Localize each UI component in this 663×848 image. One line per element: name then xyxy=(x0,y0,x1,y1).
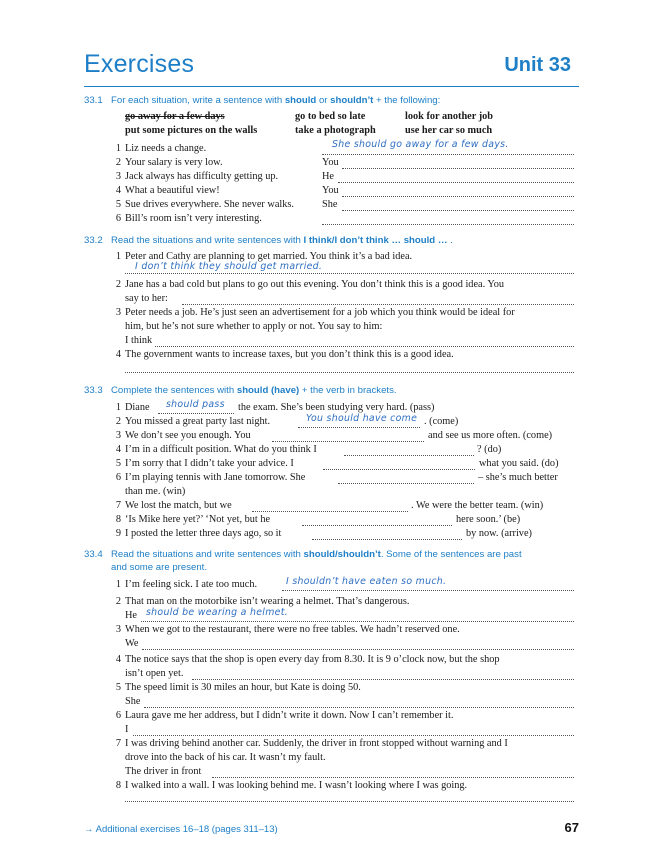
answer-line[interactable] xyxy=(212,777,574,778)
item-number: 1 xyxy=(115,251,121,262)
item-text: and see us more often. (come) xyxy=(428,430,553,441)
item-text: You missed a great party last night. xyxy=(125,416,271,427)
additional-exercises-link[interactable] xyxy=(84,824,278,835)
exercise-33-4-heading: 33.4 Read the situations and write sentences with should/shouldn’t. Some of the sentences are past xyxy=(84,549,522,560)
word-box-item: look for another job xyxy=(405,111,494,122)
item-number: 3 xyxy=(115,307,121,318)
sentence-start: You xyxy=(322,185,339,196)
item-text: The government wants to increase taxes, but you don’t think this is a good idea. xyxy=(125,349,454,360)
item-text: here soon.’ (be) xyxy=(456,514,521,525)
sentence-start: I xyxy=(125,724,129,735)
answer-line[interactable] xyxy=(141,621,574,622)
word-box-item: go away for a few days xyxy=(125,111,225,122)
sentence-start: The driver in front xyxy=(125,766,202,777)
answer-line[interactable] xyxy=(322,224,574,225)
item-number: 7 xyxy=(115,738,121,749)
item-text: than me. (win) xyxy=(125,486,186,497)
answer-line[interactable] xyxy=(298,427,420,428)
item-number: 2 xyxy=(115,596,121,607)
answer-line[interactable] xyxy=(192,679,574,680)
item-text: by now. (arrive) xyxy=(466,528,532,539)
exercise-33-3-heading: 33.3 Complete the sentences with should (have) + the verb in brackets. xyxy=(84,385,397,396)
item-text: Liz needs a change. xyxy=(125,143,207,154)
sentence-start: I think xyxy=(125,335,153,346)
sentence-start: She xyxy=(322,199,338,210)
answer-line[interactable] xyxy=(323,469,475,470)
answer-line[interactable] xyxy=(282,590,574,591)
item-number: 4 xyxy=(115,654,121,665)
answer-line[interactable] xyxy=(312,539,462,540)
item-number: 6 xyxy=(115,710,121,721)
page-number: 67 xyxy=(564,820,579,835)
item-text: ‘Is Mike here yet?’ ‘Not yet, but he xyxy=(125,514,271,525)
item-text: I’m feeling sick. I ate too much. xyxy=(125,579,258,590)
item-text: Peter needs a job. He’s just seen an advertisement for a job which you think would be ideal for xyxy=(125,307,515,318)
item-text: I was driving behind another car. Suddenly, the driver in front stopped without warning and I xyxy=(125,738,508,749)
item-number: 5 xyxy=(115,458,121,469)
word-box-item: put some pictures on the walls xyxy=(125,125,258,136)
item-text: Jane has a bad cold but plans to go out this evening. You don’t think this is a good idea. You xyxy=(125,279,505,290)
answer-line[interactable] xyxy=(272,441,424,442)
item-text: Jack always has difficulty getting up. xyxy=(125,171,279,182)
exercise-33-2-heading: 33.2 Read the situations and write sentences with I think/I don’t think … should … . xyxy=(84,235,453,246)
item-text: what you said. (do) xyxy=(479,458,559,469)
answer-line[interactable] xyxy=(125,372,574,373)
header-rule xyxy=(84,86,579,87)
item-number: 9 xyxy=(115,528,121,539)
answer-line[interactable] xyxy=(338,483,474,484)
item-text: . We were the better team. (win) xyxy=(411,500,544,511)
item-number: 2 xyxy=(115,279,121,290)
item-text: I’m in a difficult position. What do you think I xyxy=(125,444,317,455)
item-text: The notice says that the shop is open every day from 8.30. It is 9 o’clock now, but the shop xyxy=(125,654,500,665)
item-number: 3 xyxy=(115,624,121,635)
answer-line[interactable] xyxy=(322,154,574,155)
item-text: the exam. She’s been studying very hard. (pass) xyxy=(238,402,435,413)
item-number: 4 xyxy=(115,349,121,360)
item-number: 4 xyxy=(115,185,121,196)
answer-line[interactable] xyxy=(342,168,574,169)
item-text: drove into the back of his car. It wasn’t my fault. xyxy=(125,752,326,763)
answer-line[interactable] xyxy=(182,304,574,305)
item-number: 2 xyxy=(115,416,121,427)
item-text: Peter and Cathy are planning to get married. You think it’s a bad idea. xyxy=(125,251,413,262)
unit-label: Unit 33 xyxy=(504,54,571,76)
answer-line[interactable] xyxy=(133,735,574,736)
item-text: say to her: xyxy=(125,293,168,304)
item-text: I’m playing tennis with Jane tomorrow. She xyxy=(125,472,306,483)
item-number: 8 xyxy=(115,780,121,791)
handwritten-answer: should pass xyxy=(166,399,225,410)
sentence-start: We xyxy=(125,638,139,649)
word-box-item: go to bed so late xyxy=(295,111,366,122)
item-text: Your salary is very low. xyxy=(125,157,223,168)
item-number: 5 xyxy=(115,199,121,210)
exercise-33-1-heading: 33.1 For each situation, write a sentence with should or shouldn’t + the following: xyxy=(84,95,441,106)
item-text: Laura gave me her address, but I didn’t write it down. Now I can’t remember it. xyxy=(125,710,454,721)
handwritten-answer: I don’t think they should get married. xyxy=(135,261,323,272)
item-text: What a beautiful view! xyxy=(125,185,220,196)
sentence-start: She xyxy=(125,696,141,707)
item-number: 3 xyxy=(115,171,121,182)
item-number: 1 xyxy=(115,143,121,154)
item-text: I posted the letter three days ago, so it xyxy=(125,528,282,539)
item-text: – she’s much better xyxy=(478,472,558,483)
answer-line[interactable] xyxy=(142,649,574,650)
answer-line[interactable] xyxy=(125,801,574,802)
item-text: . (come) xyxy=(424,416,459,427)
item-text: We don’t see you enough. You xyxy=(125,430,251,441)
item-number: 2 xyxy=(115,157,121,168)
handwritten-answer: She should go away for a few days. xyxy=(332,139,509,150)
sentence-start: He xyxy=(125,610,138,621)
page-title: Exercises xyxy=(84,50,195,78)
item-number: 5 xyxy=(115,682,121,693)
item-number: 1 xyxy=(115,579,121,590)
sentence-start: isn’t open yet. xyxy=(125,668,184,679)
item-text: When we got to the restaurant, there were no free tables. We hadn’t reserved one. xyxy=(125,624,460,635)
handwritten-answer: I shouldn’t have eaten so much. xyxy=(286,576,447,587)
answer-line[interactable] xyxy=(338,182,574,183)
answer-line[interactable] xyxy=(342,196,574,197)
sentence-start: You xyxy=(322,157,339,168)
item-number: 8 xyxy=(115,514,121,525)
answer-line[interactable] xyxy=(155,346,574,347)
item-text: We lost the match, but we xyxy=(125,500,232,511)
answer-line[interactable] xyxy=(342,210,574,211)
sentence-start: He xyxy=(322,171,335,182)
word-box-item: use her car so much xyxy=(405,125,493,136)
arrow-icon: → xyxy=(84,824,94,835)
item-text: Bill’s room isn’t very interesting. xyxy=(125,213,262,224)
item-text: The speed limit is 30 miles an hour, but Kate is doing 50. xyxy=(125,682,361,693)
answer-line[interactable] xyxy=(144,707,574,708)
item-text: him, but he’s not sure whether to apply or not. You say to him: xyxy=(125,321,383,332)
item-text: ? (do) xyxy=(477,444,502,455)
item-text: Diane xyxy=(125,402,150,413)
answer-line[interactable] xyxy=(252,511,408,512)
item-number: 3 xyxy=(115,430,121,441)
word-box-item: take a photograph xyxy=(295,125,376,136)
handwritten-answer: should be wearing a helmet. xyxy=(146,607,288,618)
answer-line[interactable] xyxy=(344,455,474,456)
answer-line[interactable] xyxy=(302,525,452,526)
additional-exercises-label: Additional exercises 16–18 (pages 311–13) xyxy=(95,824,278,835)
item-number: 7 xyxy=(115,500,121,511)
item-number: 6 xyxy=(115,213,121,224)
item-text: That man on the motorbike isn’t wearing a helmet. That’s dangerous. xyxy=(125,596,410,607)
item-text: I walked into a wall. I was looking behind me. I wasn’t looking where I was going. xyxy=(125,780,468,791)
item-number: 4 xyxy=(115,444,121,455)
exercise-33-4-heading-cont: and some are present. xyxy=(111,562,207,573)
answer-line[interactable] xyxy=(158,413,234,414)
answer-line[interactable] xyxy=(125,273,574,274)
handwritten-answer: You should have come xyxy=(306,413,418,424)
item-text: Sue drives everywhere. She never walks. xyxy=(125,199,294,210)
item-text: I’m sorry that I didn’t take your advice. I xyxy=(125,458,294,469)
item-number: 6 xyxy=(115,472,121,483)
item-number: 1 xyxy=(115,402,121,413)
